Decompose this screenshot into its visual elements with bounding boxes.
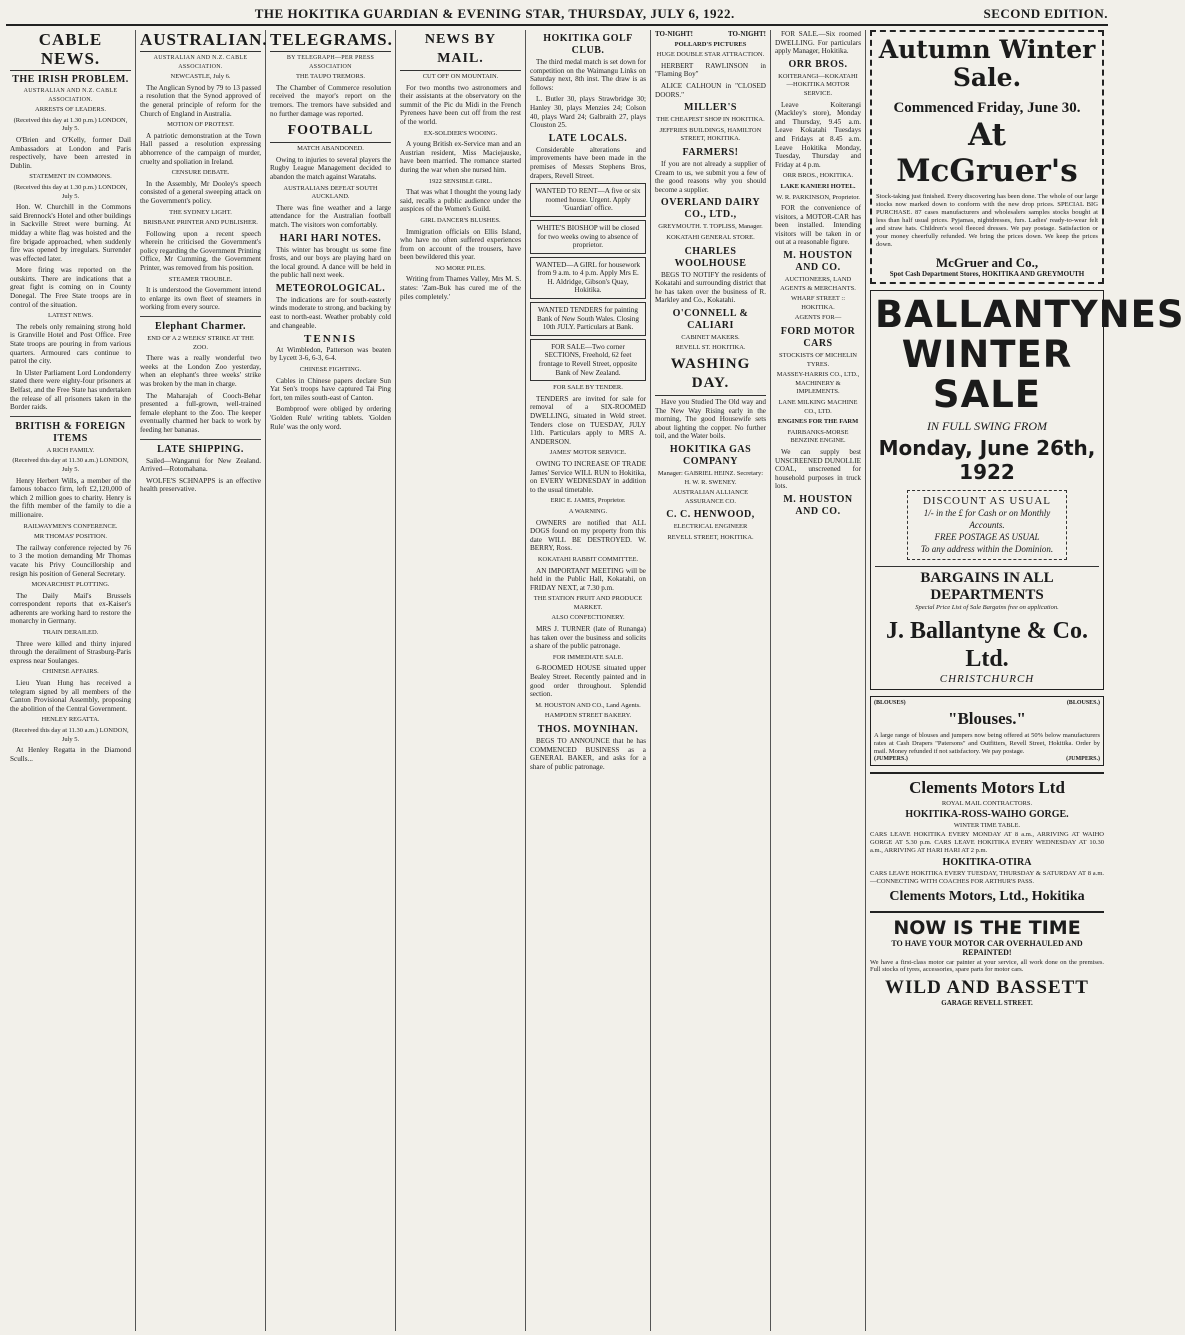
ad-tag: (JUMPERS.) [874, 756, 908, 762]
divider [140, 316, 261, 317]
ad-headline: Clements Motors Ltd [909, 778, 1065, 797]
article-subhead: RAILWAYMEN'S CONFERENCE. [23, 522, 118, 530]
article-paragraph: Three were killed and thirty injured through the derailment of Strasburg-Paris express near Soulanges. [10, 639, 131, 665]
article-subhead: STEAMER TROUBLE. [168, 275, 233, 283]
ad-tagline: LANE MILKING MACHINE CO., LTD. [778, 399, 858, 415]
dateline: (Received this day at 1.30 p.m.) LONDON, July 5. [13, 183, 128, 200]
article-subhead: AUSTRALIAN ALLIANCE ASSURANCE CO. [672, 489, 749, 505]
ad-signature: W. R. PARKINSON, Proprietor. [776, 193, 860, 201]
ad-tagline: AUCTIONEERS, LAND AGENTS & MERCHANTS. [780, 276, 856, 292]
article-paragraph: BEGS TO NOTIFY the residents of Kokatahi and surrounding district that he has taken over the business of R. Markley and Co., Kokatahi. [655, 270, 766, 305]
ad-date: Monday, June 26th, 1922 [878, 436, 1096, 484]
section-heading: NEWS BY MAIL. [400, 30, 521, 71]
blouses-ad [870, 696, 1104, 766]
article-paragraph: Hon. W. Churchill in the Commons said Brennock's Hotel and other buildings in Sackville Street were burning. At midday a white flag was hoisted and the fire brigade approached, when suddenly fire was opened by irregulars. Surrender was effected later. [10, 203, 131, 263]
discount-heading: DISCOUNT AS USUAL [922, 495, 1052, 507]
ad-text: WANTED TENDERS for painting Bank of New South Wales. Closing 10th JULY. Particulars at Bank. [537, 306, 639, 332]
discount-line: FREE POSTAGE AS USUAL [934, 532, 1040, 542]
article-paragraph: FOR SALE.—Six roomed DWELLING. For particulars apply Manager, Hokitika. [775, 30, 861, 56]
article-subhead: EX-SOLDIER'S WOOING. [423, 129, 498, 137]
article-subhead: MOTION OF PROTEST. [167, 121, 234, 129]
article-paragraph: A patriotic demonstration at the Town Hall passed a resolution expressing abhorrence of the campaign of murder, cruelty and spoliation in Ireland. [140, 131, 261, 166]
article-subhead: CHINESE AFFAIRS. [42, 668, 99, 676]
article-subhead: HENLEY REGATTA. [41, 716, 100, 724]
ad-signature: M. HOUSTON AND CO., Land Agents. [535, 701, 641, 709]
ballantyne-ad [870, 290, 1185, 690]
ad-tagline: MASSEY-HARRIS CO., LTD., MACHINERY & IMPLEMENTS. [776, 371, 860, 396]
article-paragraph: L. Butler 30, plays Strawbridge 30; Hanley 30, plays Menzies 24; Colson 40, plays Ward 24; Galbraith 27, plays Clouston 25. [530, 95, 646, 130]
article-subhead: AUSTRALIANS DEFEAT SOUTH AUCKLAND. [283, 184, 378, 201]
discount-line: To any address within the Dominion. [920, 544, 1054, 554]
article-subhead: 1922 SENSIBLE GIRL. [428, 177, 493, 185]
ad-body: CARS LEAVE HOKITIKA EVERY TUESDAY, THURSDAY & SATURDAY AT 8 a.m.—CONNECTING WITH COACHES FOR ARTHUR'S PASS. [870, 870, 1104, 885]
ad-tagline: WINTER TIME TABLE. [953, 822, 1021, 829]
article-heading: LATE LOCALS. [548, 132, 628, 144]
ad-body: A large range of blouses and jumpers now being offered at 50% below manufacturers rates at Cash Drapers "Patersons" and Outfitters, Revell Street, Hokitika. Order by mail. Money refunded if not satisfactory. We pay postage. [874, 732, 1100, 755]
ad-name: HOKITIKA GAS COMPANY [669, 444, 752, 468]
ad-signature: J. Ballantyne & Co. Ltd. [885, 618, 1088, 672]
ad-name: CHARLES WOOLHOUSE [674, 245, 747, 269]
ad-subheadline: HOKITIKA-ROSS-WAIHO GORGE. [905, 809, 1069, 820]
article-subhead: NO MORE PILES. [435, 264, 486, 272]
article-heading: HARI HARI NOTES. [279, 232, 382, 244]
ad-subheadline: BARGAINS IN ALL DEPARTMENTS [875, 566, 1099, 604]
article-paragraph: Owing to injuries to several players the Rugby League Management decided to abandon the match against Waratahs. [270, 155, 391, 181]
ad-tags [874, 756, 1100, 762]
classified-ad [530, 339, 646, 381]
dateline: (Received this day at 11.30 a.m.) LONDON, July 5. [12, 727, 129, 743]
column-telegrams [266, 30, 396, 1331]
article-paragraph: BEGS TO ANNOUNCE that he has COMMENCED BUSINESS as a GENERAL BAKER, and asks for a share of public patronage. [530, 737, 646, 771]
article-paragraph: The Anglican Synod by 79 to 13 passed a resolution that the Synod approved of the general principle of reform for the Church of England in Australia. [140, 83, 261, 118]
article-paragraph: Sailed—Wanganui for New Zealand. Arrived—Rotomahana. [140, 456, 261, 474]
article-paragraph: Writing from Thames Valley, Mrs M. S. states: 'Zam-Buk has cured me of the piles completely.' [400, 275, 521, 301]
tonight-label: TO-NIGHT! [655, 30, 693, 38]
ad-subheadline: Commenced Friday, June 30. [893, 100, 1081, 116]
ad-tagline: ROYAL MAIL CONTRACTORS. [941, 800, 1033, 807]
article-paragraph: That was what I thought the young lady said, recalls a public audience under the auspices of the Women's Guild. [400, 188, 521, 214]
ad-tagline: THE CHEAPEST SHOP IN HOKITIKA. [656, 116, 765, 124]
column-ads-1 [651, 30, 771, 1331]
ad-address: REVELL ST. HOKITIKA. [675, 344, 746, 352]
article-subhead: CUT OFF ON MOUNTAIN. [422, 73, 499, 80]
ad-name: THOS. MOYNIHAN. [537, 724, 639, 735]
ad-name: FORD MOTOR CARS [780, 326, 856, 350]
article-paragraph: The indications are for south-easterly winds moderate to strong, and backing by east to north-east. Weather probably cold and changeable. [270, 295, 391, 330]
ad-body: CARS LEAVE HOKITIKA EVERY MONDAY AT 8 a.m., ARRIVING AT WAIHO GORGE AT 5.30 p.m. CARS LEAVE HOKITIKA EVERY WEDNESDAY AT 10.30 a.m., ARRIVING AT HARI HARI AT 2 p.m. [870, 831, 1104, 854]
ad-tag: (BLOUSES) [874, 700, 906, 706]
divider [140, 439, 261, 440]
divider [10, 416, 131, 417]
ad-name: ORR BROS. [788, 58, 848, 70]
ad-subheadline: TO HAVE YOUR MOTOR CAR OVERHAULED AND REPAINTED! [891, 939, 1083, 957]
ad-tagline: ENGINES FOR THE FARM [777, 418, 859, 426]
mcgruer-ad [870, 30, 1104, 284]
article-heading: BRITISH & FOREIGN ITEMS [15, 420, 126, 444]
column-local-notices [526, 30, 651, 1331]
article-paragraph: For two months two astronomers and their assistants at the observatory on the summit of the Pic du Midi in the French Pyrenees have been cut off from the rest of the world. [400, 83, 521, 126]
ad-headline: NOW IS THE TIME [893, 917, 1081, 939]
ad-name: OVERLAND DAIRY CO., LTD., [660, 197, 761, 221]
ad-headline: Autumn Winter Sale. [878, 35, 1096, 92]
section-heading: CABLE NEWS. [10, 30, 131, 71]
article-subhead: ALSO CONFECTIONERY. [551, 614, 625, 622]
article-heading: LATE SHIPPING. [157, 443, 244, 455]
article-paragraph: TENDERS are invited for sale for removal of a SIX-ROOMED DWELLING, situated in Weld street. Tenders close on TUESDAY, JULY 11th. Particulars apply to MRS A. ANDERSON. [530, 394, 646, 446]
column-news-by-mail [396, 30, 526, 1331]
article-paragraph: At Henley Regatta in the Diamond Sculls... [10, 746, 131, 763]
article-paragraph: The rebels only remaining strong hold is Granville Hotel and Post Office. Free State troops are pouring in from various quarters. Armoured cars continue to patrol the city. [10, 322, 131, 366]
cinema-name: POLLARD'S PICTURES [674, 40, 747, 48]
article-subhead: CENSURE DEBATE. [171, 169, 230, 177]
article-paragraph: More firing was reported on the outskirts. There are indications that a great fight is coming on in County Donegal. The Free State troops are in control of the situation. [10, 266, 131, 309]
article-paragraph: At Wimbledon, Patterson was beaten by Lycett 3-6, 6-3, 6-4. [270, 345, 391, 363]
ad-text: FOR SALE—Two corner SECTIONS, Freehold, 62 feet frontage to Revell Street, opposite Bank of New Zealand. [538, 342, 638, 377]
article-subhead: HAMPDEN STREET BAKERY. [544, 712, 632, 720]
ad-note: Special Price List of Sale Bargains free on application. [915, 604, 1059, 611]
ad-tagline: STOCKISTS OF MICHELIN TYRES. [779, 352, 857, 368]
dateline: (Received this day at 1.30 p.m.) LONDON, July 5. [13, 116, 128, 133]
discount-box [907, 490, 1067, 560]
article-paragraph: 6-ROOMED HOUSE situated upper Bealey Street. Recently painted and in good order throughout. Splendid section. [530, 664, 646, 699]
ad-address: GARAGE REVELL STREET. [941, 999, 1033, 1007]
article-paragraph: If you are not already a supplier of Cream to us, we submit you a few of the good reasons why you should become a supplier. [655, 159, 766, 194]
ad-tag: (BLOUSES.) [1066, 700, 1100, 706]
article-paragraph: There was fine weather and a large attendance for the Australian football match. The visitors won comfortably. [270, 203, 391, 229]
article-paragraph: AN IMPORTANT MEETING will be held in the Public Hall, Kokatahi, on FRIDAY NEXT, at 7.30 p.m. [530, 566, 646, 592]
ad-tags [874, 700, 1100, 706]
ad-address: REVELL STREET, HOKITIKA. [667, 534, 754, 541]
ad-name: MILLER'S [684, 102, 737, 114]
ad-headline: WASHING DAY. [655, 355, 766, 396]
article-paragraph: Bombproof were obliged by ordering 'Golden Rule' writing tablets. 'Golden Rule' was the only word. [270, 405, 391, 431]
ad-address: Spot Cash Department Stores, HOKITIKA AND GREYMOUTH [889, 270, 1085, 278]
ad-text: WANTED—A GIRL for housework from 9 a.m. to 4 p.m. Apply Mrs E. H. Aldridge, Gibson's Quay, Hokitika. [535, 260, 641, 295]
article-subhead: MONARCHIST PLOTTING. [31, 581, 110, 589]
article-heading: METEOROLOGICAL. [275, 282, 386, 294]
column-australian [136, 30, 266, 1331]
article-paragraph: There was a really wonderful two weeks at the London Zoo yesterday, when an elephant's three weeks' strike was broken by the man in charge. [140, 354, 261, 388]
article-paragraph: OWING TO INCREASE OF TRADE James' Service WILL RUN to Hokitika, on EVERY WEDNESDAY in addition to the usual timetable. [530, 459, 646, 494]
masthead-title: THE HOKITIKA GUARDIAN & EVENING STAR, THURSDAY, JULY 6, 1922. [254, 6, 735, 21]
article-subhead: CHINESE FIGHTING. [299, 366, 362, 374]
ad-signature: McGruer and Co., [935, 255, 1039, 270]
article-paragraph: WOLFE'S SCHNAPPS is an effective health preservative. [140, 476, 261, 494]
cinema-tagline: HUGE DOUBLE STAR ATTRACTION. [656, 51, 765, 59]
film-listing: ALICE CALHOUN in "CLOSED DOORS." [655, 81, 766, 99]
article-paragraph: A young British ex-Service man and an Austrian resident, Miss Maciejauske, have been married. The romance started during the war when she nursed him. [400, 140, 521, 174]
article-paragraph: Following upon a recent speech wherein he criticised the Government's policy regarding the Government Printing Office, Mr Cumming, the Government Printer, was removed from his position. [140, 229, 261, 273]
article-paragraph: In the Assembly, Mr Dooley's speech consisted of a general sweeping attack on the Government's policy. [140, 179, 261, 205]
ad-signature: Clements Motors, Ltd., Hokitika [889, 889, 1085, 904]
ad-tag: (JUMPERS.) [1066, 756, 1100, 762]
article-subhead: STATEMENT IN COMMONS. [29, 173, 112, 181]
article-heading: THE IRISH PROBLEM. [12, 74, 129, 85]
classified-ad [530, 183, 646, 217]
ad-tagline: ELECTRICAL ENGINEER [673, 523, 748, 531]
ad-address: CHRISTCHURCH [939, 673, 1035, 685]
ad-name: O'CONNELL & CALIARI [672, 307, 749, 331]
tonight-label: TO-NIGHT! [728, 30, 766, 38]
article-subhead: MR THOMAS' POSITION. [33, 533, 108, 541]
ad-address: JEFFRIES BUILDINGS, HAMILTON STREET, HOKITIKA. [659, 126, 762, 143]
film-listing: HERBERT RAWLINSON in "Flaming Boy" [655, 61, 766, 79]
ad-subheadline: IN FULL SWING FROM [926, 419, 1048, 433]
article-subhead: GIRL DANCER'S BLUSHES. [420, 216, 501, 224]
article-paragraph: Henry Herbert Wills, a member of the famous tobacco firm, left £2,120,000 of which 2 million goes to charity. Henry is the fifth member of the family to die a millionaire. [10, 476, 131, 519]
article-subhead: THE SYDNEY LIGHT. [169, 208, 232, 216]
article-paragraph: This winter has brought us some fine frosts, and our boys are playing hard on the local ground. A dance will be held in the public hall next week. [270, 245, 391, 280]
article-heading: HOKITIKA GOLF CLUB. [543, 33, 633, 56]
article-subhead: A WARNING. [568, 507, 608, 515]
article-subhead: TRAIN DERAILED. [42, 629, 99, 637]
article-heading: TENNIS [304, 333, 357, 346]
article-subhead: A RICH FAMILY. [46, 446, 95, 454]
ad-address: WHARF STREET :: HOKITIKA. [790, 295, 846, 311]
article-subhead: FOR IMMEDIATE SALE. [552, 653, 624, 661]
edition-label: SECOND EDITION. [983, 6, 1108, 21]
dateline: (Received this day at 11.30 a.m.) LONDON, July 5. [12, 457, 129, 473]
article-paragraph: Have you Studied The Old way and The New Way Rising early in the morning, The good Housewife sets about lighting the copper. No further toil, and the Water boils. [655, 398, 766, 441]
article-subhead: LAKE KANIERI HOTEL. [780, 182, 856, 190]
wild-bassett-ad [870, 911, 1104, 1007]
article-heading: Elephant Charmer. [155, 321, 246, 333]
classified-ad [530, 302, 646, 336]
article-paragraph: OWNERS are notified that ALL DOGS found on my property from this date WILL BE DESTROYED. W. BERRY, Ross. [530, 518, 646, 553]
article-paragraph: Considerable alterations and improvements have been made in the premises of Messrs Stephens Bros, drapers, Revell Street. [530, 145, 646, 180]
ad-signature: ORR BROS., HOKITIKA. [782, 172, 854, 180]
article-paragraph: O'Brien and O'Kelly, former Dail Ambassadors at London and Paris respectively, have been arrested in Dublin. [10, 135, 131, 170]
article-subhead: FOR SALE BY TENDER. [553, 384, 623, 392]
agency-line: BY TELEGRAPH—PER PRESS ASSOCIATION [286, 55, 375, 70]
column-cable-news [6, 30, 136, 1331]
article-subhead: LATEST NEWS. [47, 312, 94, 320]
article-paragraph: The Chamber of Commerce resolution received the mayor's report on the tremors. The tremors have subsided and no further damage was reported. [270, 83, 391, 118]
article-subhead: THE TAUPO TREMORS. [295, 73, 366, 81]
article-paragraph: The Maharajah of Cooch-Behar presented a full-grown, well-trained female elephant to the Zoo. The keeper eventually charmed her back to work by feeding her bananas. [140, 391, 261, 434]
article-subhead: KOKATAHI GENERAL STORE. [666, 233, 755, 241]
ad-body: Stock-taking just finished. Every discovering has been done. The whole of our large stocks now marked down to conform with the new drop prices. SPECIAL BIG PURCHASE. 87 cases manufacturers and wholesalers samples stocks bought at less than half usual prices. Pyjamas, nightdresses, furs. Ladies' ready-to-wear felt and straw hats. Children's wool fleeced dresses. We pay postage. Satisfaction or your money cheerfully refunded. We bring the prices down. We keep the prices down. [876, 193, 1098, 248]
article-subhead: MATCH ABANDONED. [297, 145, 364, 153]
article-paragraph: Cables in Chinese papers declare Sun Yat Sen's troops have captured Tai Ping fort, ten miles south-east of Canton. [270, 376, 391, 402]
article-paragraph: It is understood the Government intend to enlarge its own fleet of steamers in working from every source. [140, 286, 261, 312]
ad-address: GREYMOUTH. T. TOPLISS, Manager. [658, 223, 763, 231]
classified-ad [530, 257, 646, 299]
ad-name: C. C. HENWOOD, [666, 509, 755, 521]
column-display-ads [866, 30, 1185, 1331]
clements-motors-ad [870, 772, 1104, 905]
article-paragraph: Lieu Yuan Hung has received a telegram signed by all members of the Canton Provisional Assembly, proposing the abolition of the Central Government. [10, 679, 131, 713]
ad-name: M. HOUSTON AND CO. [783, 493, 853, 517]
section-heading: TELEGRAMS. [270, 30, 391, 52]
article-subhead: END OF A 2 WEEKS' STRIKE AT THE ZOO. [147, 335, 254, 351]
ad-name: M. HOUSTON AND CO. [783, 250, 853, 274]
article-subhead: THE STATION FRUIT AND PRODUCE MARKET. [533, 595, 643, 611]
ad-headline: At McGruer's [896, 117, 1078, 189]
ad-signature: ERIC E. JAMES, Proprietor. [550, 497, 626, 505]
ad-headline: "Blouses." [948, 709, 1026, 728]
article-paragraph: The Daily Mail's Brussels correspondent reports that ex-Kaiser's adherents are working hard to restore the monarchy in Germany. [10, 591, 131, 626]
article-paragraph: We can supply best UNSCREENED DUNOLLIE COAL, unscreened for household purposes in truck lots. [775, 447, 861, 491]
section-heading: AUSTRALIAN. [140, 30, 261, 52]
ad-tagline: FAIRBANKS-MORSE BENZINE ENGINE. [787, 428, 849, 445]
pictures-banner [655, 30, 766, 39]
article-heading: FARMERS! [682, 146, 739, 158]
article-paragraph: Leave Koiterangi (Mackley's store), Monday and Thursday, 9.45 a.m. Leave Kokatahi Tuesdays and Fridays at 8.45 a.m. Leave Hokitika Monday, Tuesday, Thursday and Friday at 4 p.m. [775, 100, 861, 169]
masthead [6, 4, 1108, 26]
article-paragraph: FOR the convenience of visitors, a MOTOR-CAR has been installed. Intending visitors will be taken in or out at a reasonable figure. [775, 204, 861, 247]
article-paragraph: Immigration officials on Ellis Island, who have no often suffered experiences from on account of the trousers, have been bewildered this year. [400, 227, 521, 262]
section-heading: FOOTBALL [270, 121, 391, 143]
ad-signature: WILD AND BASSETT [885, 977, 1089, 998]
ad-subheadline: HOKITIKA-OTIRA [942, 857, 1032, 868]
article-paragraph: In Ulster Parliament Lord Londonderry stated there were eighty-four prisoners at Belfast, and the Free State has undertaken the release of all prisoners taken in the Border raids. [10, 368, 131, 412]
classified-ad [530, 220, 646, 254]
discount-line: 1/- in the £ for Cash or on Monthly Accounts. [923, 508, 1051, 530]
agency-line: AUSTRALIAN AND N.Z. CABLE ASSOCIATION. [153, 55, 248, 70]
ad-signature: Manager: GABRIEL HEINZ. Secretary: H. W. R. SWENEY. [657, 470, 764, 486]
article-subhead: ARRESTS OF LEADERS. [35, 106, 106, 114]
ad-text: WANTED TO RENT—A five or six roomed house. Urgent. Apply 'Guardian' office. [535, 187, 641, 213]
article-paragraph: The third medal match is set down for competition on the Waimangu Links on Saturday next, 8th inst. The draw is as follows: [530, 58, 646, 92]
article-paragraph: MRS J. TURNER (late of Runanga) has taken over the business and solicits a share of the public patronage. [530, 625, 646, 651]
ad-body: We have a first-class motor car painter at your service, all work done on the premises. Full stocks of tyres, accessories, spare parts for motor cars. [870, 959, 1104, 973]
ad-text: WHITE'S BIOSHOP will be closed for two weeks owing to absence of proprietor. [536, 223, 640, 250]
article-subhead: KOKATAHI RABBIT COMMITTEE. [537, 555, 639, 563]
agency-line: AUSTRALIAN AND N.Z. CABLE ASSOCIATION. [23, 88, 118, 103]
ad-tagline: AGENTS FOR— [794, 314, 842, 322]
article-subhead: JAMES' MOTOR SERVICE. [549, 449, 627, 457]
ad-headline: BALLANTYNES WINTER SALE [875, 293, 1185, 416]
dateline: NEWCASTLE, July 6. [170, 73, 231, 81]
ad-tagline: KOITERANGI—KOKATAHI—HOKITIKA MOTOR SERVICE. [778, 72, 858, 97]
ad-tagline: CABINET MAKERS. [681, 333, 740, 341]
column-ads-2 [771, 30, 866, 1331]
article-subhead: BRISBANE PRINTER AND PUBLISHER. [143, 219, 258, 227]
article-paragraph: The railway conference rejected by 76 to 3 the motion demanding Mr Thomas vacate his Privy Councillorship and resign his position of General Secretary. [10, 543, 131, 578]
